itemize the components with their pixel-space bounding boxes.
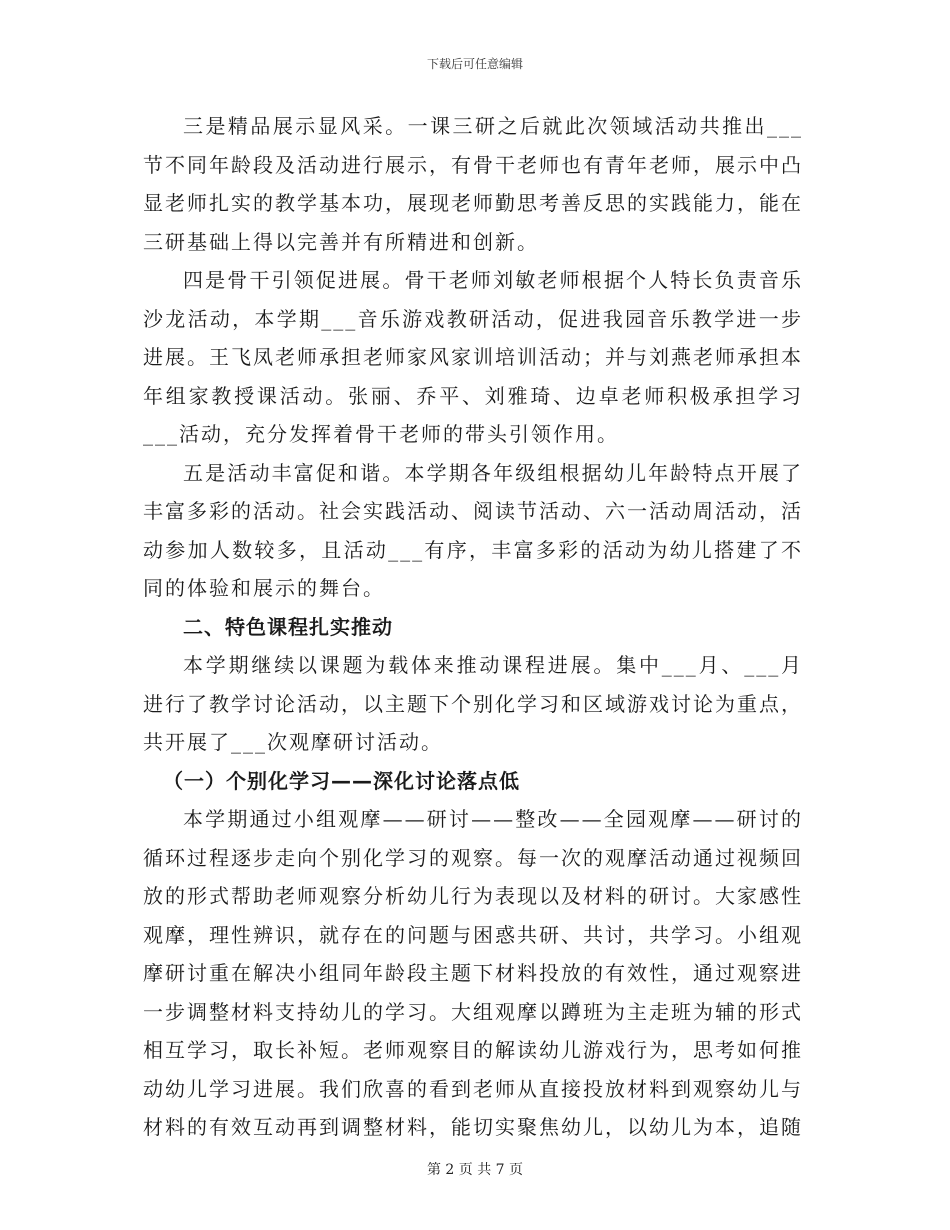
- paragraph-curriculum-intro: 本学期继续以课题为载体来推动课程进展。集中___月、___月进行了教学讨论活动，以主题下个别化学习和区域游戏讨论为重点，共开展了___次观摩研讨活动。: [143, 653, 803, 754]
- section-heading-curriculum: 二、特色课程扎实推动: [183, 614, 393, 639]
- paragraph-activities: 五是活动丰富促和谐。本学期各年级组根据幼儿年龄特点开展了丰富多彩的活动。社会实践活动、阅读节活动、六一活动周活动，活动参加人数较多，且活动___有序，丰富多彩的活动为幼儿搭建了不同的体验和展示的舞台。: [143, 460, 803, 600]
- page-footer-page-number: 第 2 页 共 7 页: [426, 1162, 524, 1178]
- paragraph-backbone-teachers: 四是骨干引领促进展。骨干老师刘敏老师根据个人特长负责音乐沙龙活动，本学期___音乐游戏教研活动，促进我园音乐教学进一步进展。王飞凤老师承担老师家风家训培训活动；并与刘燕老师承担本年组家教授课活动。张丽、乔平、刘雅琦、边卓老师积极承担学习___活动，充分发挥着骨干老师的带头引领作用。: [143, 268, 803, 446]
- page-header: 下载后可任意编辑: [426, 57, 523, 71]
- paragraph-individualized-learning: 本学期通过小组观摩——研讨——整改——全园观摩——研讨的循环过程逐步走向个别化学习的观察。每一次的观摩活动通过视频回放的形式帮助老师观察分析幼儿行为表现以及材料的研讨。大家感性观摩，理性辨识，就存在的问题与困惑共研、共讨，共学习。小组观摩研讨重在解决小组同年龄段主题下材料投放的有效性，通过观察进一步调整材料支持幼儿的学习。大组观摩以蹲班为主走班为辅的形式相互学习，取长补短。老师观察目的解读幼儿游戏行为，思考如何推动幼儿学习进展。我们欣喜的看到老师从直接投放材料到观察幼儿与材料的有效互动再到调整材料，能切实聚焦幼儿，以幼儿为本，追随: [143, 807, 803, 1139]
- document-body: [143, 107, 803, 1147]
- paragraph-showcase: 三是精品展示显风采。一课三研之后就此次领域活动共推出___节不同年龄段及活动进行展示，有骨干老师也有青年老师，展示中凸显老师扎实的教学基本功，展现老师勤思考善反思的实践能力，能在三研基础上得以完善并有所精进和创新。: [143, 114, 803, 254]
- subsection-heading-individualized-learning: （一）个别化学习——深化讨论落点低: [163, 768, 520, 793]
